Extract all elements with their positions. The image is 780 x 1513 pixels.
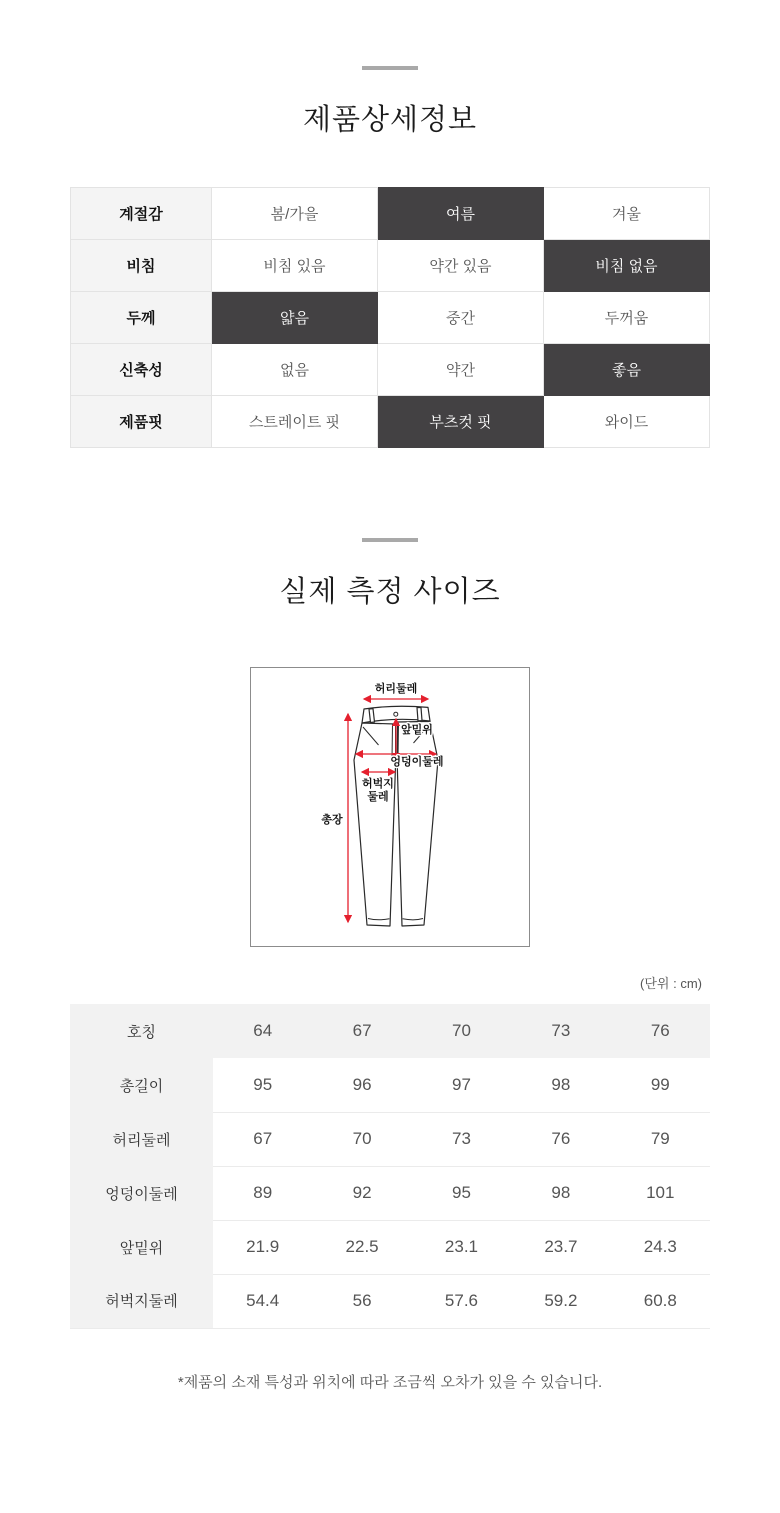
measure-value: 56 bbox=[312, 1274, 411, 1328]
size-option: 73 bbox=[511, 1004, 610, 1058]
attr-option: 두꺼움 bbox=[544, 292, 710, 344]
size-option: 67 bbox=[312, 1004, 411, 1058]
measure-label: 허리둘레 bbox=[70, 1112, 213, 1166]
measure-value: 23.7 bbox=[511, 1220, 610, 1274]
attr-option-selected: 비침 없음 bbox=[544, 240, 710, 292]
table-row bbox=[70, 1112, 710, 1166]
measure-value: 21.9 bbox=[213, 1220, 312, 1274]
attr-option: 비침 있음 bbox=[212, 240, 378, 292]
attr-label: 두께 bbox=[71, 292, 212, 344]
size-table-header-row bbox=[70, 1004, 710, 1058]
table-row bbox=[71, 344, 710, 396]
measure-value: 92 bbox=[312, 1166, 411, 1220]
pants-measurement-diagram bbox=[250, 667, 530, 947]
product-detail-page bbox=[70, 66, 710, 1392]
table-row bbox=[70, 1166, 710, 1220]
measure-label: 총길이 bbox=[70, 1058, 213, 1112]
attr-option: 없음 bbox=[212, 344, 378, 396]
size-option: 64 bbox=[213, 1004, 312, 1058]
measure-value: 57.6 bbox=[412, 1274, 511, 1328]
measure-value: 95 bbox=[412, 1166, 511, 1220]
measure-value: 54.4 bbox=[213, 1274, 312, 1328]
table-row bbox=[71, 188, 710, 240]
attr-option-selected: 여름 bbox=[378, 188, 544, 240]
diagram-label-waist: 허리둘레 bbox=[374, 683, 418, 695]
size-option: 76 bbox=[611, 1004, 710, 1058]
attr-label: 계절감 bbox=[71, 188, 212, 240]
pants-diagram-icon bbox=[251, 668, 529, 946]
product-attribute-table bbox=[70, 187, 710, 448]
diagram-label-thigh-1: 허벅지 bbox=[362, 778, 394, 790]
attr-option: 중간 bbox=[378, 292, 544, 344]
measure-label: 앞밑위 bbox=[70, 1220, 213, 1274]
attr-label: 제품핏 bbox=[71, 396, 212, 448]
table-row bbox=[70, 1274, 710, 1328]
table-row bbox=[71, 240, 710, 292]
measure-value: 24.3 bbox=[611, 1220, 710, 1274]
section-title-measured-size: 실제 측정 사이즈 bbox=[279, 576, 501, 608]
size-chart-table bbox=[70, 1004, 710, 1329]
diagram-label-total-length: 총장 bbox=[321, 814, 343, 826]
attr-option-selected: 좋음 bbox=[544, 344, 710, 396]
measure-value: 70 bbox=[312, 1112, 411, 1166]
table-row bbox=[70, 1058, 710, 1112]
size-option: 70 bbox=[412, 1004, 511, 1058]
table-row bbox=[70, 1220, 710, 1274]
measure-value: 96 bbox=[312, 1058, 411, 1112]
measure-label: 허벅지둘레 bbox=[70, 1274, 213, 1328]
measure-label: 엉덩이둘레 bbox=[70, 1166, 213, 1220]
attr-option: 약간 있음 bbox=[378, 240, 544, 292]
unit-note: (단위 : cm) bbox=[640, 976, 702, 991]
measure-value: 98 bbox=[511, 1166, 610, 1220]
section-title-product-detail: 제품상세정보 bbox=[302, 104, 478, 136]
measure-value: 67 bbox=[213, 1112, 312, 1166]
section-divider-bar bbox=[362, 66, 418, 70]
attr-option: 약간 bbox=[378, 344, 544, 396]
attr-option: 봄/가을 bbox=[212, 188, 378, 240]
table-row bbox=[71, 292, 710, 344]
measure-value: 59.2 bbox=[511, 1274, 610, 1328]
measure-value: 22.5 bbox=[312, 1220, 411, 1274]
attr-option: 겨울 bbox=[544, 188, 710, 240]
diagram-label-front-rise: 앞밑위 bbox=[401, 724, 433, 736]
measure-value: 73 bbox=[412, 1112, 511, 1166]
measure-value: 60.8 bbox=[611, 1274, 710, 1328]
section-divider-bar bbox=[362, 538, 418, 542]
measure-value: 98 bbox=[511, 1058, 610, 1112]
attr-option-selected: 부츠컷 핏 bbox=[378, 396, 544, 448]
measure-value: 101 bbox=[611, 1166, 710, 1220]
attr-label: 신축성 bbox=[71, 344, 212, 396]
diagram-label-thigh-2: 둘레 bbox=[367, 791, 389, 803]
diagram-label-hip: 엉덩이둘레 bbox=[390, 756, 444, 768]
measure-value: 23.1 bbox=[412, 1220, 511, 1274]
attr-option: 와이드 bbox=[544, 396, 710, 448]
measurement-diagram-wrap bbox=[70, 667, 710, 947]
attr-option: 스트레이트 핏 bbox=[212, 396, 378, 448]
size-header-label: 호칭 bbox=[70, 1004, 213, 1058]
disclaimer-note: *제품의 소재 특성과 위치에 따라 조금씩 오차가 있을 수 있습니다. bbox=[177, 1373, 603, 1391]
measure-value: 76 bbox=[511, 1112, 610, 1166]
measure-value: 99 bbox=[611, 1058, 710, 1112]
measure-value: 97 bbox=[412, 1058, 511, 1112]
measure-value: 89 bbox=[213, 1166, 312, 1220]
measure-value: 95 bbox=[213, 1058, 312, 1112]
attr-option-selected: 얇음 bbox=[212, 292, 378, 344]
table-row bbox=[71, 396, 710, 448]
measure-value: 79 bbox=[611, 1112, 710, 1166]
attr-label: 비침 bbox=[71, 240, 212, 292]
